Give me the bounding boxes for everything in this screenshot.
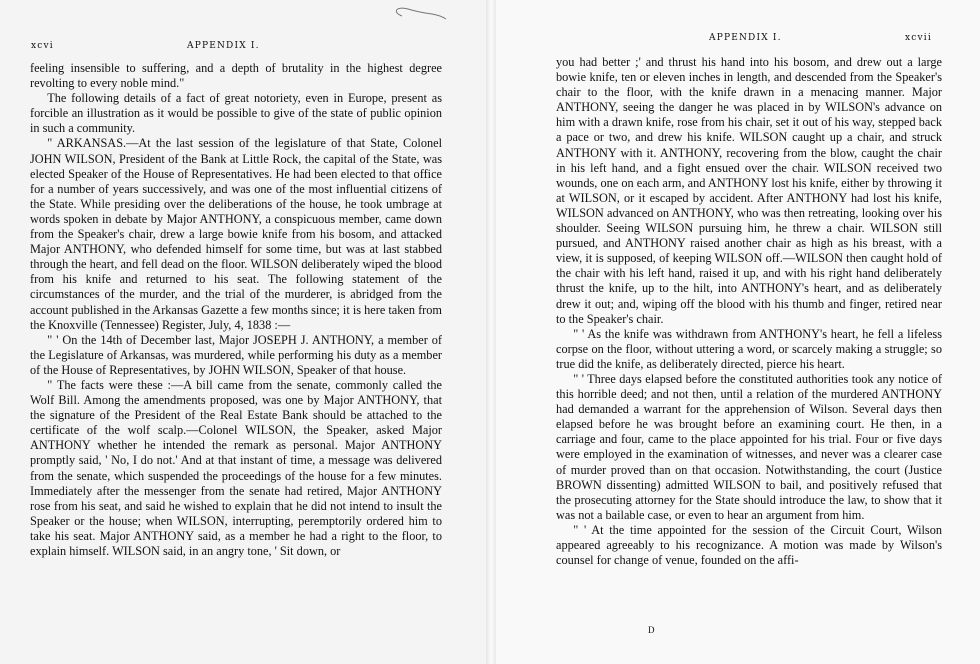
right-paragraph-1: you had better ;' and thrust his hand into his bosom, and drew out a large bowie knife, ten or eleven inches in length, and descended from the Speaker's chair to the floor, with the knife drawn in a menacing manner. Major ANTHONY, seeing the danger he was placed in by WILSON's advance on him with a drawn knife, rose from his chair, set it out of his way, stepped back a pace or two, and drew his knife. WILSON caught up a chair, and struck ANTHONY with it. ANTHONY, recovering from the blow, caught the chair in his left hand, and a fight ensued over the chair. WILSON received two wounds, one on each arm, and ANTHONY lost his knife, either by throwing it at WILSON, or it escaped by accident. After ANTHONY had lost his knife, WILSON advanced on ANTHONY, who was then retreating, looking over his shoulder. Seeing WILSON pursuing him, he threw a chair. WILSON still pursued, and ANTHONY raised another chair as high as his breast, with a view, it is supposed, of keeping WILSON off.—WILSON then caught hold of the chair with his left hand, raised it up, and with his right hand deliberately thrust the knife, up to the hilt, into ANTHONY's heart, and as deliberately drew it out; and, wiping off the blood with his thumb and finger, retired near to the Speaker's chair. <box>556 55 942 326</box>
pen-scribble-mark <box>388 4 450 26</box>
right-running-head: APPENDIX I. <box>709 33 782 43</box>
right-page-number: xcvii <box>905 33 932 43</box>
book-gutter <box>486 0 496 664</box>
left-paragraph-3: " ARKANSAS.—At the last session of the legislature of that State, Colonel JOHN WILSON, President of the Bank at Little Rock, the capital of the State, was elected Speaker of the House of Representatives. He had been elected to that office for a number of years successively, and was one of the most influential citizens of the State. While presiding over the deliberations of the house, he took umbrage at words spoken in debate by Major ANTHONY, a conspicuous member, came down from the Speaker's chair, drew a large bowie knife from his bosom, and attacked Major ANTHONY, who defended himself for some time, but was at last stabbed through the heart, and fell dead on the floor. WILSON deliberately wiped the blood from his knife and returned to his seat. The following statement of the circumstances of the murder, and the trial of the murderer, is abridged from the account published in the Arkansas Gazette a few months since; it is here taken from the Knoxville (Tennessee) Register, July, 4, 1838 :— <box>30 136 442 332</box>
left-text-column <box>30 61 442 559</box>
right-text-column <box>556 55 942 568</box>
left-running-head: APPENDIX I. <box>187 41 260 51</box>
left-page-number: xcvi <box>31 41 54 51</box>
signature-mark: D <box>648 625 655 635</box>
right-paragraph-3: " ' Three days elapsed before the constituted authorities took any notice of this horrible deed; and not then, until a relation of the murdered ANTHONY had demanded a warrant for the apprehension of Wilson. Several days then elapsed before he was brought before an examining court. He then, in a carriage and four, came to the place appointed for his trial. Four or five days were employed in the examination of witnesses, and never was a clearer case of murder proved than on that occasion. Notwithstanding, the court (Justice BROWN dissenting) admitted WILSON to bail, and positively refused that the prosecuting attorney for the State should introduce the law, to show that it was not a bailable case, or even to hear an argument from him. <box>556 371 942 522</box>
left-paragraph-4: " ' On the 14th of December last, Major JOSEPH J. ANTHONY, a member of the Legislature of Arkansas, was murdered, while performing his duty as a member of the House of Representatives, by JOHN WILSON, Speaker of that house. <box>30 332 442 377</box>
right-paragraph-4: " ' At the time appointed for the session of the Circuit Court, Wilson appeared agreeably to his recognizance. A motion was made by Wilson's counsel for change of venue, founded on the affi- <box>556 522 942 568</box>
left-paragraph-2: The following details of a fact of great notoriety, even in Europe, present as forcible an illustration as it would be possible to give of the state of public opinion in such a community. <box>30 91 442 136</box>
left-paragraph-5: " The facts were these :—A bill came from the senate, commonly called the Wolf Bill. Among the amendments proposed, was one by Major ANTHONY, that the signature of the President of the Real Estate Bank should be attached to the certificate of the wolf scalp.—Colonel WILSON, the Speaker, asked Major ANTHONY whether he intended the remark as personal. Major ANTHONY promptly said, ' No, I do not.' And at that instant of time, a message was delivered from the senate, which suspended the proceedings of the house for a few minutes. Immediately after the messenger from the senate had retired, Major ANTHONY rose from his seat, and said he wished to explain that he did not intend to insult the Speaker or the house; when WILSON, interrupting, peremptorily ordered him to take his seat. Major ANTHONY said, as a member he had a right to the floor, to explain himself. WILSON said, in an angry tone, ' Sit down, or <box>30 377 442 558</box>
left-paragraph-1: feeling insensible to suffering, and a depth of brutality in the highest degree revolting to every noble mind." <box>30 61 442 91</box>
right-paragraph-2: " ' As the knife was withdrawn from ANTHONY's heart, he fell a lifeless corpse on the floor, without uttering a word, or scarcely making a struggle; so true did the knife, as deliberately directed, pierce his heart. <box>556 326 942 371</box>
